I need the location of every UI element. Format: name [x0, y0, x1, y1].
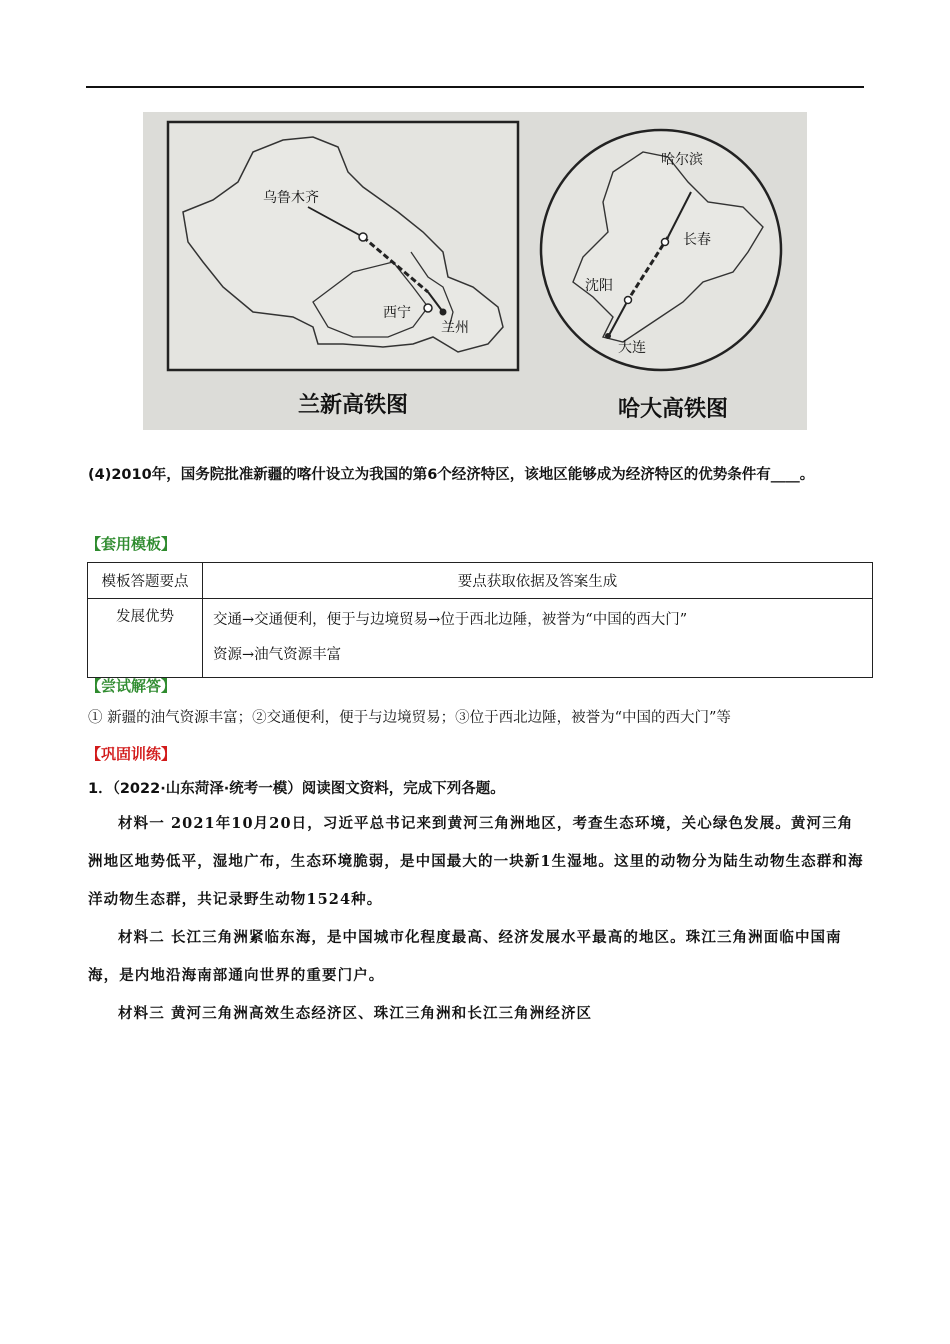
station-marker [440, 309, 447, 316]
question-4: (4)2010年，国务院批准新疆的喀什设立为我国的第6个经济特区，该地区能够成为经济特区的优势条件有____。 [88, 467, 815, 483]
table-header-row [88, 563, 873, 599]
city-label-urumqi: 乌鲁木齐 [263, 190, 319, 206]
table-line: 资源→油气资源丰富 [213, 647, 342, 663]
template-heading: 【套用模板】 [86, 535, 177, 553]
material-3: 材料三 黄河三角洲高效生态经济区、珠江三角洲和长江三角洲经济区 [118, 1005, 593, 1022]
city-label-lanzhou: 兰州 [441, 320, 469, 336]
station-marker [625, 297, 632, 304]
table-line: 交通→交通便利，便于与边境贸易→位于西北边陲，被誉为“中国的西大门” [213, 612, 688, 628]
table-header-cell: 模板答题要点 [88, 563, 203, 599]
question-1: 1．（2022·山东菏泽·统考一模）阅读图文资料，完成下列各题。 [88, 781, 505, 797]
station-marker [605, 333, 611, 339]
material-1: 材料一 2021年10月20日，习近平总书记来到黄河三角洲地区，考查生态环境，关心绿色发展。黄河三角洲地区地势低平，湿地广布，生态环境脆弱，是中国最大的一块新1生湿地。这里的动物分为陆生动物生态群和海洋动物生态群，共记录野生动物1524种。 [88, 815, 864, 908]
station-marker [424, 304, 432, 312]
answer-text: ① 新疆的油气资源丰富；②交通便利，便于与边境贸易；③位于西北边陲，被誉为“中国的西大门”等 [88, 710, 731, 726]
table-header-cell: 要点获取依据及答案生成 [203, 563, 873, 599]
city-label-harbin: 哈尔滨 [661, 152, 703, 168]
city-label-dalian: 大连 [618, 340, 646, 356]
city-label-xining: 西宁 [383, 305, 411, 321]
station-marker [662, 239, 669, 246]
station-marker [359, 233, 367, 241]
practice-heading: 【巩固训练】 [86, 745, 177, 763]
table-row [88, 599, 873, 678]
city-label-changchun: 长春 [683, 232, 711, 248]
material-2: 材料二 长江三角洲紧临东海，是中国城市化程度最高、经济发展水平最高的地区。珠江三角洲面临中国南海，是内地沿海南部通向世界的重要门户。 [88, 929, 842, 984]
table-row-key: 发展优势 [88, 599, 203, 678]
left-map-title: 兰新高铁图 [298, 393, 409, 418]
railway-maps-figure [143, 112, 807, 430]
right-map-title: 哈大高铁图 [618, 397, 729, 422]
try-heading: 【尝试解答】 [86, 677, 177, 695]
table-row-value [203, 599, 873, 678]
city-label-shenyang: 沈阳 [585, 278, 613, 294]
template-table [87, 562, 873, 678]
header-rule [86, 86, 864, 88]
